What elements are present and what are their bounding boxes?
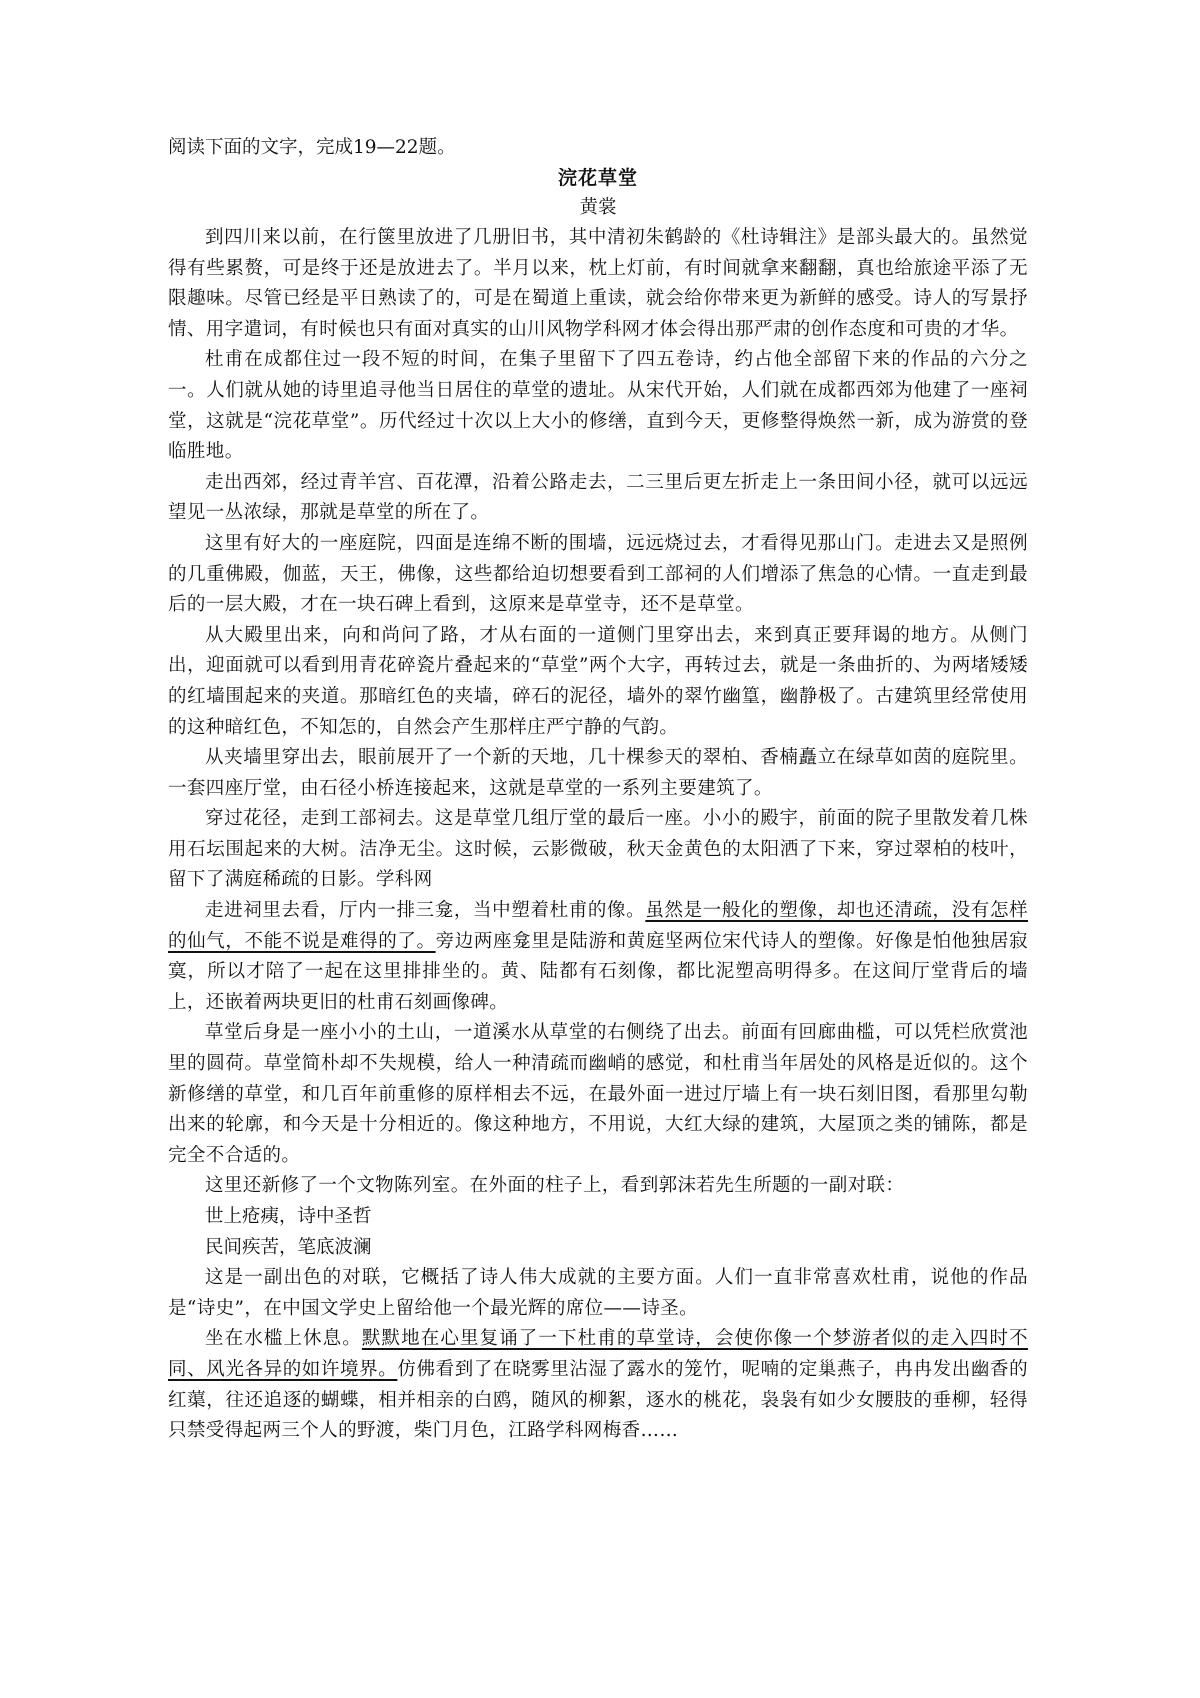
paragraph-7 <box>168 804 1028 896</box>
paragraph-text: 走出西郊，经过青羊宫、百花潭，沿着公路走去，二三里后更左折走上一条田间小径，就可以远远望见一丛浓绿，那就是草堂的所在了。 <box>168 471 1028 524</box>
paragraph-text: 走进祠里去看，厅内一排三龛，当中塑着杜甫的像。 <box>205 900 646 922</box>
paragraph-5 <box>168 621 1028 743</box>
paragraph-3 <box>168 468 1028 529</box>
paragraph-text-after: 仿佛看到了在晓雾里沾湿了露水的笼竹，呢喃的定巢燕子，冉冉发出幽香的红蕖，往还追逐的蝴蝶，相并相亲的白鸥，随风的柳絮，逐水的桃花，袅袅有如少女腰肢的垂柳，轻得只禁受得起两三个人的野渡，柴门月色，江路学科网梅香…… <box>168 1358 1028 1442</box>
paragraph-text: 这里有好大的一座庭院，四面是连绵不断的围墙，远远烧过去，才看得见那山门。走进去又是照例的几重佛殿，伽蓝，天王，佛像，这些都给迫切想要看到工部祠的人们增添了焦急的心情。一直走到最后的一层大殿，才在一块石碑上看到，这原来是草堂寺，还不是草堂。 <box>168 532 1028 616</box>
underlined-sentence: 虽然是一般化的塑像，却也还清疏，没有怎样的仙气，不能不说是难得的了。 <box>168 900 1028 952</box>
paragraph-12 <box>168 1324 1028 1446</box>
article-author: 黄裳 <box>579 197 617 218</box>
paragraph-text: 穿过花径，走到工部祠去。这是草堂几组厅堂的最后一座。小小的殿宇，前面的院子里散发着几株用石坛围起来的大树。洁净无尘。这时候，云影微破，秋天金黄色的太阳洒了下来，穿过翠柏的枝叶，留下了满庭稀疏的日影。学科网 <box>168 808 1028 891</box>
paragraph-6 <box>168 743 1028 804</box>
paragraph-4 <box>168 529 1028 621</box>
couplet-line-2: 民间疾苦，笔底波澜 <box>205 1236 372 1258</box>
paragraph-text: 草堂后身是一座小小的土山，一道溪水从草堂的右侧绕了出去。前面有回廊曲槛，可以凭栏欣赏池里的圆荷。草堂简朴却不失规模，给人一种清疏而幽峭的感觉，和杜甫当年居处的风格是近似的。这个新修缮的草堂，和几百年前重修的原样相去不远，在最外面一进过厅墙上有一块石刻旧图，看那里勾勒出来的轮廓，和今天是十分相近的。像这种地方，不用说，大红大绿的建筑，大屋顶之类的铺陈，都是完全不合适的。 <box>168 1022 1028 1166</box>
paragraph-text: 从夹墙里穿出去，眼前展开了一个新的天地，几十棵参天的翠柏、香楠矗立在绿草如茵的庭院里。一套四座厅堂，由石径小桥连接起来，这就是草堂的一系列主要建筑了。 <box>168 747 1028 799</box>
underlined-sentence: 默默地在心里复诵了一下杜甫的草堂诗，会使你像一个梦游者似的走入四时不同、风光各异的如许境界。 <box>168 1328 1029 1380</box>
document-page <box>168 133 1028 1447</box>
paragraph-text: 杜甫在成都住过一段不短的时间，在集子里留下了四五卷诗，约占他全部留下来的作品的六分之一。人们就从她的诗里追寻他当日居住的草堂的遗址。从宋代开始，人们就在成都西郊为他建了一座祠堂，这就是“浣花草堂”。历代经过十次以上大小的修缮，直到今天，更修整得焕然一新，成为游赏的登临胜地。 <box>168 349 1028 463</box>
paragraph-8 <box>168 896 1028 1018</box>
paragraph-text: 到四川来以前，在行箧里放进了几册旧书，其中清初朱鹤龄的《杜诗辑注》是部头最大的。虽然觉得有些累赘，可是终于还是放进去了。半月以来，枕上灯前，有时间就拿来翻翻，真也给旅途平添了无限趣味。尽管已经是平日熟读了的，可是在蜀道上重读，就会给你带来更为新鲜的感受。诗人的写景抒情、用字遣词，有时候也只有面对真实的山川风物学科网才体会得出那严肃的创作态度和可贵的才华。 <box>168 227 1028 340</box>
paragraph-text: 这是一副出色的对联，它概括了诗人伟大成就的主要方面。人们一直非常喜欢杜甫，说他的作品是“诗史”，在中国文学史上留给他一个最光辉的席位——诗圣。 <box>168 1267 1028 1319</box>
paragraph-text: 从大殿里出来，向和尚问了路，才从右面的一道侧门里穿出去，来到真正要拜谒的地方。从侧门出，迎面就可以看到用青花碎瓷片叠起来的“草堂”两个大字，再转过去，就是一条曲折的、为两堵矮矮的红墙围起来的夹道。那暗红色的夹墙，碎石的泥径，墙外的翠竹幽篁，幽静极了。古建筑里经常使用的这种暗红色，不知怎的，自然会产生那样庄严宁静的气韵。 <box>168 624 1028 738</box>
paragraph-text: 坐在水槛上休息。 <box>205 1328 362 1350</box>
paragraph-10 <box>168 1171 1028 1202</box>
question-instruction: 阅读下面的文字，完成19—22题。 <box>168 137 456 158</box>
paragraph-text-after: 旁边两座龛里是陆游和黄庭坚两位宋代诗人的塑像。好像是怕他独居寂寞，所以才陪了一起在这里排排坐的。黄、陆都有石刻像，都比泥塑高明得多。在这间厅堂背后的墙上，还嵌着两块更旧的杜甫石刻画像碑。 <box>168 930 1028 1013</box>
article-title: 浣花草堂 <box>557 167 638 189</box>
paragraph-2 <box>168 345 1028 467</box>
couplet-line-1: 世上疮痍，诗中圣哲 <box>205 1206 372 1227</box>
paragraph-9 <box>168 1018 1028 1171</box>
paragraph-11 <box>168 1263 1028 1324</box>
paragraph-1 <box>168 223 1028 345</box>
paragraph-text: 这里还新修了一个文物陈列室。在外面的柱子上，看到郭沫若先生所题的一副对联： <box>205 1175 905 1197</box>
